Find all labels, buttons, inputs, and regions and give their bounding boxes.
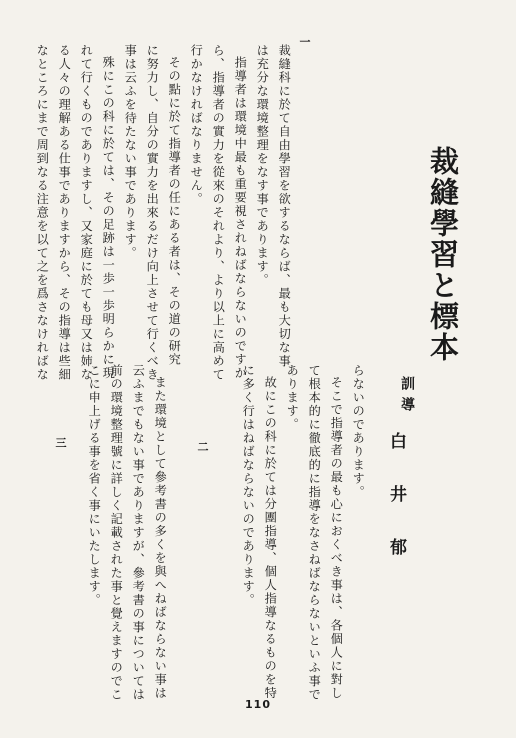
body-line: なところにまで周到なる注意を以て之を爲さなければな	[35, 44, 50, 382]
body-line: て根本的に徹底的に指導をなさねばならないといふ事で	[307, 364, 322, 702]
body-line: 裁縫科に於て自由學習を欲するならば、最も大切な事	[277, 44, 292, 368]
author-name: 白井郁	[386, 432, 406, 591]
body-line: また環境として參考書の多くを與へねばならない事は	[153, 376, 168, 700]
body-line: に多く行はねばならないのであります。	[241, 364, 256, 607]
section-heading-3: 三	[54, 437, 67, 448]
section-heading-1: 一	[298, 36, 311, 47]
body-line: 行かなければなりません。	[189, 44, 204, 206]
body-line: 故にこの科に於ては分團指導、個人指導なるものを特	[263, 376, 278, 700]
author-role: 訓導	[399, 376, 415, 418]
body-line: は充分な環境整理をなす事であります。	[255, 44, 270, 287]
body-line: 指導者は環境中最も重要視されねばならないのですか	[233, 56, 248, 380]
body-line: 云ふまでもない事でありますが、參考書の事については	[131, 364, 146, 702]
body-line: こに申上げる事を省く事にいたします。	[87, 364, 102, 607]
body-line: 殊にこの科に於ては、その足跡は一歩一歩明らかに現	[101, 56, 116, 380]
body-line: らないのであります。	[351, 364, 366, 499]
article-title: 裁縫學習と標本	[426, 146, 460, 363]
body-line: 前の環境整理號に詳しく記載された事と覺えますのでこ	[109, 364, 124, 702]
body-line: あります。	[285, 364, 300, 432]
body-line: れて行くものでありますし、又家庭に於ても母又は姉な	[79, 44, 94, 382]
body-line: そこで指導者の最も心におくべき事は、各個人に對し	[329, 376, 344, 700]
page-number: 110	[245, 698, 271, 711]
body-line: 事は云ふを待たない事であります。	[123, 44, 138, 260]
body-line: その點に於て指導者の任にある者は、その道の研究	[167, 56, 182, 367]
body-line: に努力し、自分の實力を出來るだけ向上させて行くべき	[145, 44, 160, 382]
section-heading-2: 二	[196, 441, 209, 452]
body-line: る人々の理解ある仕事でありますから、その指導は些細	[57, 44, 72, 382]
body-line: ら、指導者の實力を從來のそれより、より以上に高めて	[211, 44, 226, 382]
